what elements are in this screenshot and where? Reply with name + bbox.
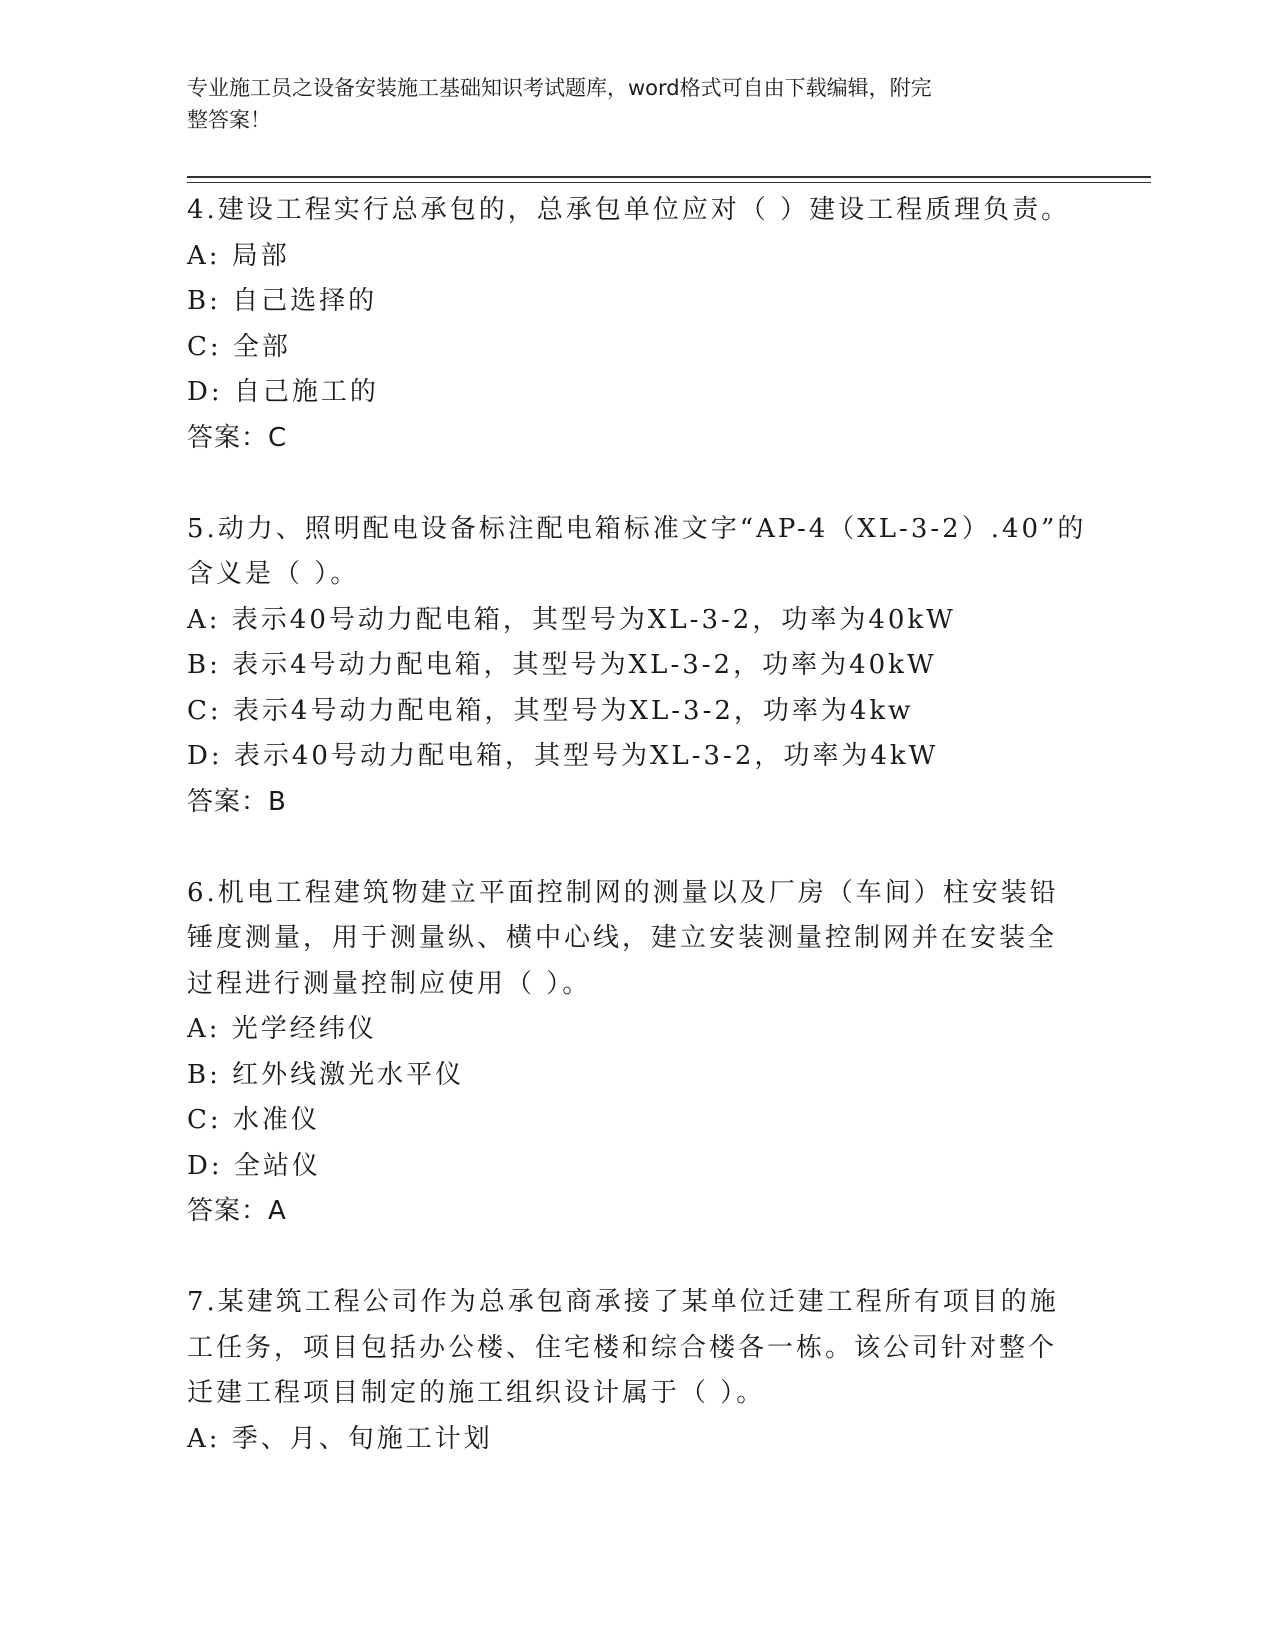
question-6-option-c: C: 水准仪 [187, 1105, 320, 1135]
question-6-stem-line-1: 6.机电工程建筑物建立平面控制网的测量以及厂房（车间）柱安装铅 [187, 877, 1059, 908]
question-4-stem: 4.建设工程实行总承包的，总承包单位应对（ ）建设工程质理负责。 [187, 195, 1071, 225]
question-7-stem-line-3: 迁建工程项目制定的施工组织设计属于（ ）。 [187, 1378, 766, 1408]
header-divider-thin [187, 182, 1151, 183]
question-5-option-d: D: 表示40号动力配电箱，其型号为XL-3-2，功率为4kW [187, 741, 939, 771]
question-4-option-b: B: 自己选择的 [187, 286, 378, 316]
question-7-stem-line-1: 7.某建筑工程公司作为总承包商承接了某单位迁建工程所有项目的施 [187, 1287, 1059, 1317]
document-header [187, 72, 1067, 136]
question-5-answer: 答案：B [187, 786, 287, 817]
question-7-stem-line-2: 工任务，项目包括办公楼、住宅楼和综合楼各一栋。该公司针对整个 [187, 1332, 1058, 1363]
question-7 [187, 1280, 1087, 1462]
question-5-option-a: A: 表示40号动力配电箱，其型号为XL-3-2，功率为40kW [187, 604, 956, 635]
question-list [187, 188, 1087, 1462]
spacer [187, 1235, 1087, 1281]
question-4-option-c: C: 全部 [187, 331, 291, 362]
question-5-option-c: C: 表示4号动力配电箱，其型号为XL-3-2，功率为4kw [187, 695, 914, 726]
question-6-answer: 答案：A [187, 1196, 287, 1226]
question-6 [187, 871, 1087, 1235]
question-5-stem-line-2: 含义是（ ）。 [187, 559, 360, 589]
spacer [187, 461, 1087, 507]
question-6-option-b: B: 红外线激光水平仪 [187, 1059, 465, 1090]
header-divider-thick [187, 176, 1151, 178]
question-7-option-a: A: 季、月、旬施工计划 [187, 1423, 493, 1454]
question-5 [187, 507, 1087, 826]
spacer [187, 825, 1087, 871]
question-5-option-b: B: 表示4号动力配电箱，其型号为XL-3-2，功率为40kW [187, 650, 937, 680]
question-4-option-d: D: 自己施工的 [187, 377, 379, 407]
question-6-stem-line-3: 过程进行测量控制应使用（ ）。 [187, 968, 592, 999]
header-line-2: 整答案！ [187, 108, 271, 132]
question-6-option-a: A: 光学经纬仪 [187, 1014, 377, 1044]
question-4-answer: 答案：C [187, 422, 288, 453]
question-5-stem-line-1: 5.动力、照明配电设备标注配电箱标准文字“AP-4（XL-3-2）.40”的 [187, 513, 1087, 544]
question-4-option-a: A: 局部 [187, 240, 290, 271]
header-line-1: 专业施工员之设备安装施工基础知识考试题库，word格式可自由下载编辑，附完 [187, 76, 932, 100]
question-6-option-d: D: 全站仪 [187, 1150, 321, 1181]
question-6-stem-line-2: 锤度测量，用于测量纵、横中心线，建立安装测量控制网并在安装全 [187, 923, 1058, 953]
question-4 [187, 188, 1087, 461]
